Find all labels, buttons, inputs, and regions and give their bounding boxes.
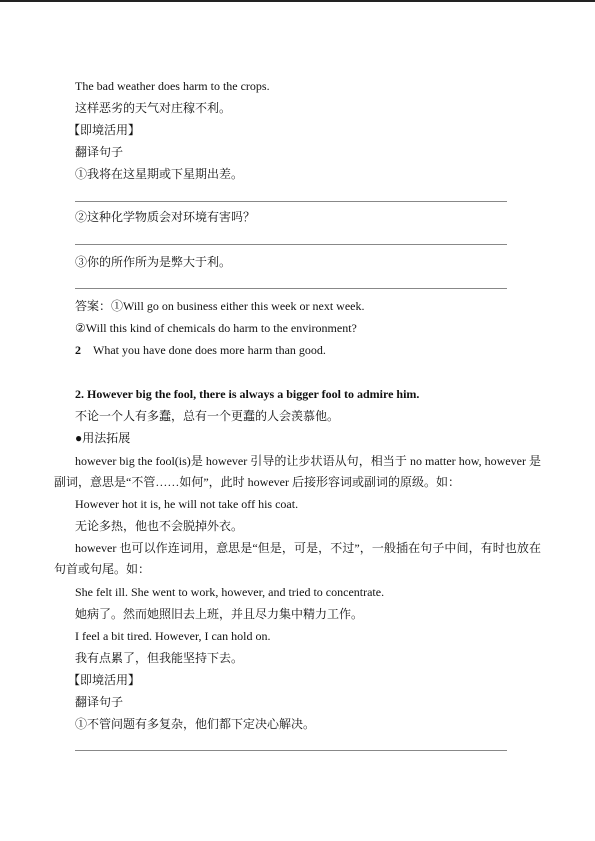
- answer-1: 答案：①Will go on business either this week or next week.: [75, 299, 365, 313]
- translate-label-2: 翻译句子: [75, 695, 124, 709]
- answer-3: [75, 342, 326, 358]
- answer-blank-line-1[interactable]: [75, 201, 507, 202]
- example-3-zh: 我有点累了，但我能坚持下去。: [75, 651, 244, 665]
- example-2-zh: 她病了。然而她照旧去上班，并且尽力集中精力工作。: [75, 607, 364, 621]
- question-2: ②这种化学物质会对环境有害吗？: [75, 210, 256, 224]
- example-2-en: She felt ill. She went to work, however, and tried to concentrate.: [75, 585, 385, 599]
- answer-blank-line-3[interactable]: [75, 288, 507, 289]
- usage-header: ●用法拓展: [75, 431, 131, 445]
- answer-2: ②Will this kind of chemicals do harm to the environment?: [75, 321, 357, 335]
- example-1-zh: 无论多热，他也不会脱掉外衣。: [75, 519, 244, 533]
- example-sentence-zh: 这样恶劣的天气对庄稼不利。: [75, 101, 232, 115]
- section-2-title-translation: 不论一个人有多蠢，总有一个更蠢的人会羡慕他。: [75, 409, 340, 423]
- usage-paragraph-1: however big the fool(is)是 however 引导的让步状语从句，相当于 no matter how, however 是副词，意思是“不管……如何”，此时 however 后接形容词或副词的原级。如：: [54, 454, 541, 489]
- answer-3-text: What you have done does more harm than good.: [93, 343, 326, 357]
- answer-3-number: 2: [75, 343, 81, 357]
- example-sentence-en: The bad weather does harm to the crops.: [75, 79, 270, 93]
- usage-paragraph-2: however 也可以作连词用，意思是“但是，可是，不过”，一般插在句子中间，有时也放在句首或句尾。如：: [54, 541, 541, 576]
- question-1: ①我将在这星期或下星期出差。: [75, 167, 244, 181]
- example-3-en: I feel a bit tired. However, I can hold on.: [75, 629, 271, 643]
- question-2-1: ①不管问题有多复杂，他们都下定决心解决。: [75, 717, 316, 731]
- question-3: ③你的所作所为是弊大于利。: [75, 255, 232, 269]
- translate-label: 翻译句子: [75, 145, 124, 159]
- practice-header: 【即境活用】: [68, 123, 141, 137]
- section-2-title: 2. However big the fool, there is always a bigger fool to admire him.: [75, 387, 420, 401]
- practice-header-2: 【即境活用】: [68, 673, 141, 687]
- answer-blank-line-4[interactable]: [75, 750, 507, 751]
- example-1-en: However hot it is, he will not take off his coat.: [75, 497, 299, 511]
- answer-blank-line-2[interactable]: [75, 244, 507, 245]
